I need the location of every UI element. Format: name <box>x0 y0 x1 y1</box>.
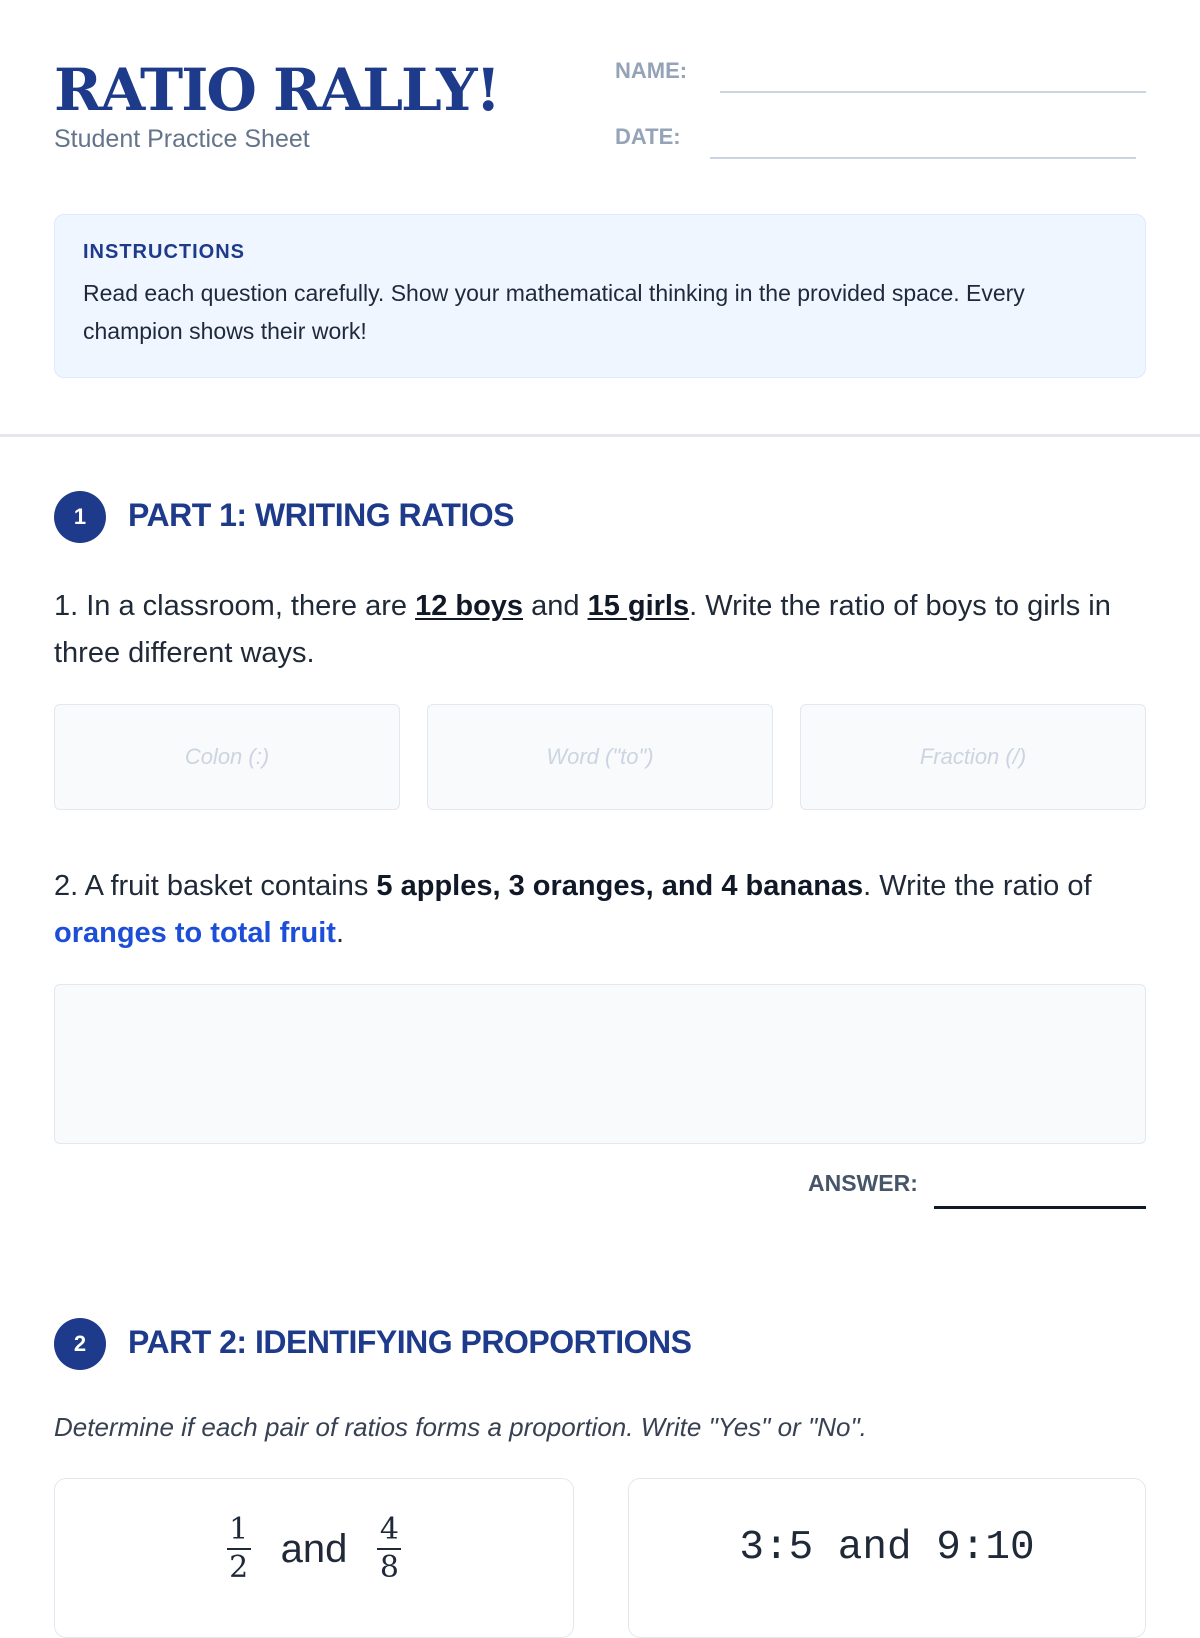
part-2-instruction: Determine if each pair of ratios forms a proportion. Write "Yes" or "No". <box>54 1412 867 1442</box>
question-2-fruits: 5 apples, 3 oranges, and 4 bananas <box>376 870 864 902</box>
instructions-box <box>54 214 1146 378</box>
date-label: DATE: <box>615 124 681 149</box>
question-2 <box>54 863 1146 957</box>
and-word: and <box>280 1526 348 1571</box>
part-1-number-badge: 1 <box>54 491 106 543</box>
instructions-title: INSTRUCTIONS <box>83 241 245 263</box>
answer-box-fraction[interactable]: Fraction (/) <box>800 704 1146 810</box>
fraction-left <box>227 1513 251 1585</box>
fraction-left-numerator: 1 <box>229 1512 249 1547</box>
part-2-number-badge: 2 <box>54 1318 106 1370</box>
name-label: NAME: <box>615 58 688 83</box>
page-title: RATIO RALLY! <box>54 56 499 124</box>
date-field[interactable] <box>710 157 1136 159</box>
question-1-prefix: 1. In a classroom, there are <box>54 590 416 622</box>
question-2-mid: . Write the ratio of <box>863 870 1092 902</box>
ratio-pair: 3:5 and 9:10 <box>739 1525 1035 1571</box>
name-field[interactable] <box>720 91 1146 93</box>
question-1-girls: 15 girls <box>587 590 690 622</box>
page-subtitle: Student Practice Sheet <box>54 125 310 153</box>
section-divider <box>0 434 1200 437</box>
question-1-mid: and <box>523 590 588 622</box>
part-2-title: PART 2: IDENTIFYING PROPORTIONS <box>128 1324 692 1360</box>
question-1-suffix: . Write the ratio of boys to girls in three different ways. <box>54 590 1111 669</box>
fraction-right-numerator: 4 <box>379 1512 399 1547</box>
work-area[interactable] <box>54 984 1146 1144</box>
answer-label: ANSWER: <box>808 1170 918 1196</box>
answer-box-word[interactable]: Word ("to") <box>427 704 773 810</box>
proportion-card-1 <box>54 1478 574 1638</box>
fraction-left-denominator: 2 <box>229 1550 249 1585</box>
instructions-text: Read each question carefully. Show your mathematical thinking in the provided space. Every champion shows their work! <box>83 280 1025 344</box>
question-2-prefix: 2. A fruit basket contains <box>54 870 377 902</box>
fraction-right <box>377 1513 401 1585</box>
question-2-suffix: . <box>335 917 345 949</box>
question-1-boys: 12 boys <box>415 590 524 622</box>
question-1 <box>54 583 1146 677</box>
answer-box-colon[interactable]: Colon (:) <box>54 704 400 810</box>
fraction-right-denominator: 8 <box>379 1550 399 1585</box>
answer-field[interactable] <box>934 1206 1146 1209</box>
part-1-title: PART 1: WRITING RATIOS <box>128 497 515 533</box>
fraction-pair <box>55 1513 573 1585</box>
question-2-target: oranges to total fruit <box>54 917 336 949</box>
proportion-card-2 <box>628 1478 1146 1638</box>
